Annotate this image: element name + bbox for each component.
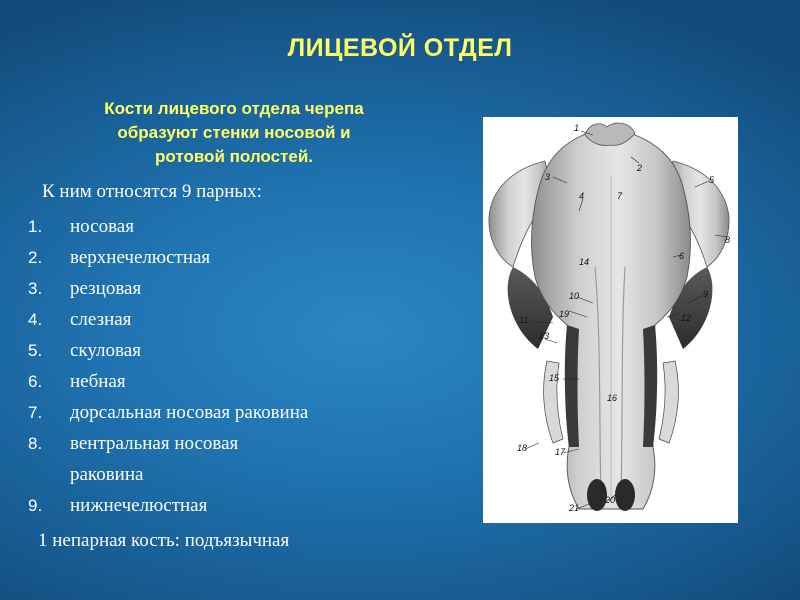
figure-label: 4 <box>579 191 585 201</box>
list-item <box>28 490 418 521</box>
subtitle-line: ротовой полостей. <box>155 147 313 166</box>
figure-label: 10 <box>569 291 580 301</box>
item-text: резцовая <box>70 278 142 299</box>
figure-label: 20 <box>605 495 616 505</box>
figure-label: 3 <box>545 172 551 182</box>
tooth-row-right <box>659 361 678 443</box>
figure-label: 19 <box>559 309 570 319</box>
figure-label: 2 <box>637 163 643 173</box>
figure-label: 12 <box>681 313 692 323</box>
item-number: 5. <box>28 341 43 360</box>
item-number: 1. <box>28 217 43 236</box>
item-text-line: раковина <box>70 464 144 485</box>
item-text: небная <box>70 371 126 392</box>
item-number: 7. <box>28 403 43 422</box>
figure-label: 5 <box>709 175 715 185</box>
unpaired-bone-note: 1 непарная кость: подъязычная <box>38 530 290 551</box>
subtitle-line: Кости лицевого отдела черепа <box>104 99 364 118</box>
list-item <box>28 428 418 490</box>
item-text: нижнечелюстная <box>70 495 208 516</box>
item-text-line: вентральная носовая <box>70 433 239 454</box>
figure-label: 1 <box>574 123 580 133</box>
figure-label: 21 <box>569 503 580 513</box>
item-number: 8. <box>28 434 43 453</box>
list-item <box>28 366 418 397</box>
item-text <box>70 428 238 490</box>
item-number: 3. <box>28 279 43 298</box>
figure-label: 11 <box>519 315 529 325</box>
item-text: дорсальная носовая раковина <box>70 402 309 423</box>
figure-label: 8 <box>725 235 731 245</box>
bone-list <box>28 211 418 521</box>
item-text: верхнечелюстная <box>70 247 211 268</box>
slide-subtitle <box>46 97 422 169</box>
figure-label: 7 <box>617 191 623 201</box>
item-number: 6. <box>28 372 43 391</box>
nostril-right <box>615 479 635 511</box>
figure-label: 6 <box>679 251 685 261</box>
snout-side-left <box>565 325 579 447</box>
list-item <box>28 397 418 428</box>
figure-label: 13 <box>539 331 550 341</box>
figure-label: 9 <box>703 289 709 299</box>
figure-label: 16 <box>607 393 618 403</box>
skull-illustration <box>483 117 738 523</box>
list-item <box>28 273 418 304</box>
item-text: скуловая <box>70 340 141 361</box>
item-number: 9. <box>28 496 43 515</box>
list-item <box>28 242 418 273</box>
slide-title: ЛИЦЕВОЙ ОТДЕЛ <box>287 34 513 62</box>
item-number: 2. <box>28 248 43 267</box>
figure-label: 15 <box>549 373 560 383</box>
item-text: слезная <box>70 309 132 330</box>
figure-label: 18 <box>517 443 528 453</box>
item-text: носовая <box>70 216 134 237</box>
list-item <box>28 211 418 242</box>
snout-side-right <box>643 325 657 447</box>
figure-label: 17 <box>555 447 566 457</box>
figure-label: 14 <box>579 257 590 267</box>
list-item <box>28 304 418 335</box>
subtitle-line: образуют стенки носовой и <box>117 123 351 142</box>
item-number: 4. <box>28 310 43 329</box>
intro-text: К ним относятся 9 парных: <box>42 181 262 202</box>
nostril-left <box>587 479 607 511</box>
list-item <box>28 335 418 366</box>
skull-figure <box>483 117 738 523</box>
